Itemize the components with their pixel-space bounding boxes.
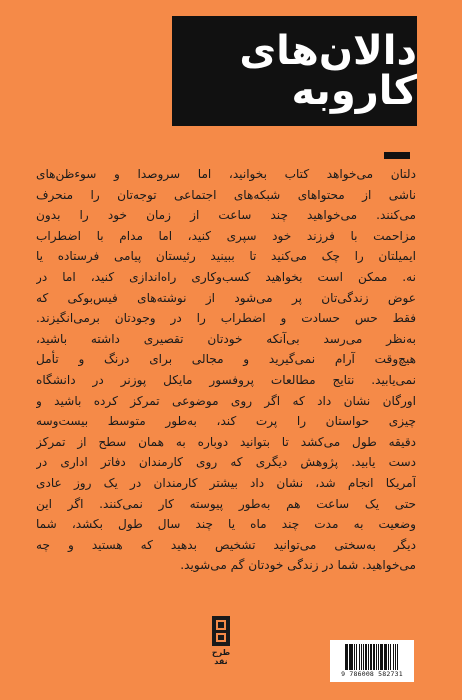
blurb-line: نه. ممکن است بخواهید کسب‌وکاری راه‌اندازی کنید، اما در [36,269,416,284]
book-title-banner [172,16,417,126]
publisher-logo [210,616,232,670]
blurb-line: می‌خواهید. شما در زندگی خودتان گم می‌شوید. [180,558,416,573]
blurb-line: می‌کنند. می‌خواهید چند ساعت از زمان خود را بدون [36,208,416,223]
blurb-line: به‌نظر می‌رسد بی‌آنکه خودتان تقصیری داشته باشید، [36,331,416,346]
blurb-line: وضعیت به مدت چند ماه یا چند سال طول بکشد، شما [36,517,416,532]
blurb-line: حتی یک ساعت هم به‌طور پیوسته کار نمی‌کنند. اگر این [36,496,416,511]
book-title: دالان‌های کاروبه [239,28,417,114]
blurb-line: عوض زندگی‌تان پر می‌شود از نوشته‌های فیس‌بوکی که [36,290,416,305]
publisher-logo-icon [212,616,230,646]
blurb-line: هیچ‌وقت آرام نمی‌گیرید و مجالی برای درنگ و تأمل [36,352,416,367]
blurb-line: دیگر به‌سختی می‌توانید تشخیص بدهید که هستید و چه [36,537,416,552]
publisher-logo-text: طرح نقد [211,648,231,666]
blurb-line: ایمیلتان را چک می‌کنید تا ببینید رئیستان پیامی فرستاده یا [36,249,416,264]
blurb-line: چیزی حواستان را پرت کند، به‌طور متوسط بیست‌وسه [36,414,416,429]
decorative-dash [384,152,410,159]
isbn-number: 9 786008 582731 [341,670,403,678]
blurb-line: فقط حس حسادت و اضطراب را در وجودتان برمی‌انگیزند. [36,311,416,326]
blurb-line: دست یابید. پژوهش دیگری که روی کارمندان دفاتر اداری در [36,455,416,470]
blurb-line: ناشی از محتواهای شبکه‌های اجتماعی توجه‌تان را منحرف [36,187,416,202]
barcode [330,640,414,682]
blurb-line: آمریکا انجام شد، نشان داد بیشتر کارمندان در یک روز عادی [36,475,416,490]
blurb-line: دلتان می‌خواهد کتاب بخوانید، اما سروصدا و سوءظن‌های [36,167,416,181]
barcode-bars [335,644,409,670]
blurb-line: نمی‌یابید. نتایج مطالعات پروفسور مایکل پوزنر در دانشگاه [36,372,416,387]
back-cover-blurb [36,164,416,576]
blurb-line: مزاحمت با فرزند خود سپری کنید، اما مدام با اضطراب [36,228,416,243]
blurb-line: دقیقه طول می‌کشد تا بتوانید دوباره به همان سطح از تمرکز [36,434,416,449]
barcode-bar [398,644,399,670]
blurb-line: اورگان نشان داد که اگر روی موضوعی تمرکز کرده باشید و [36,393,416,408]
